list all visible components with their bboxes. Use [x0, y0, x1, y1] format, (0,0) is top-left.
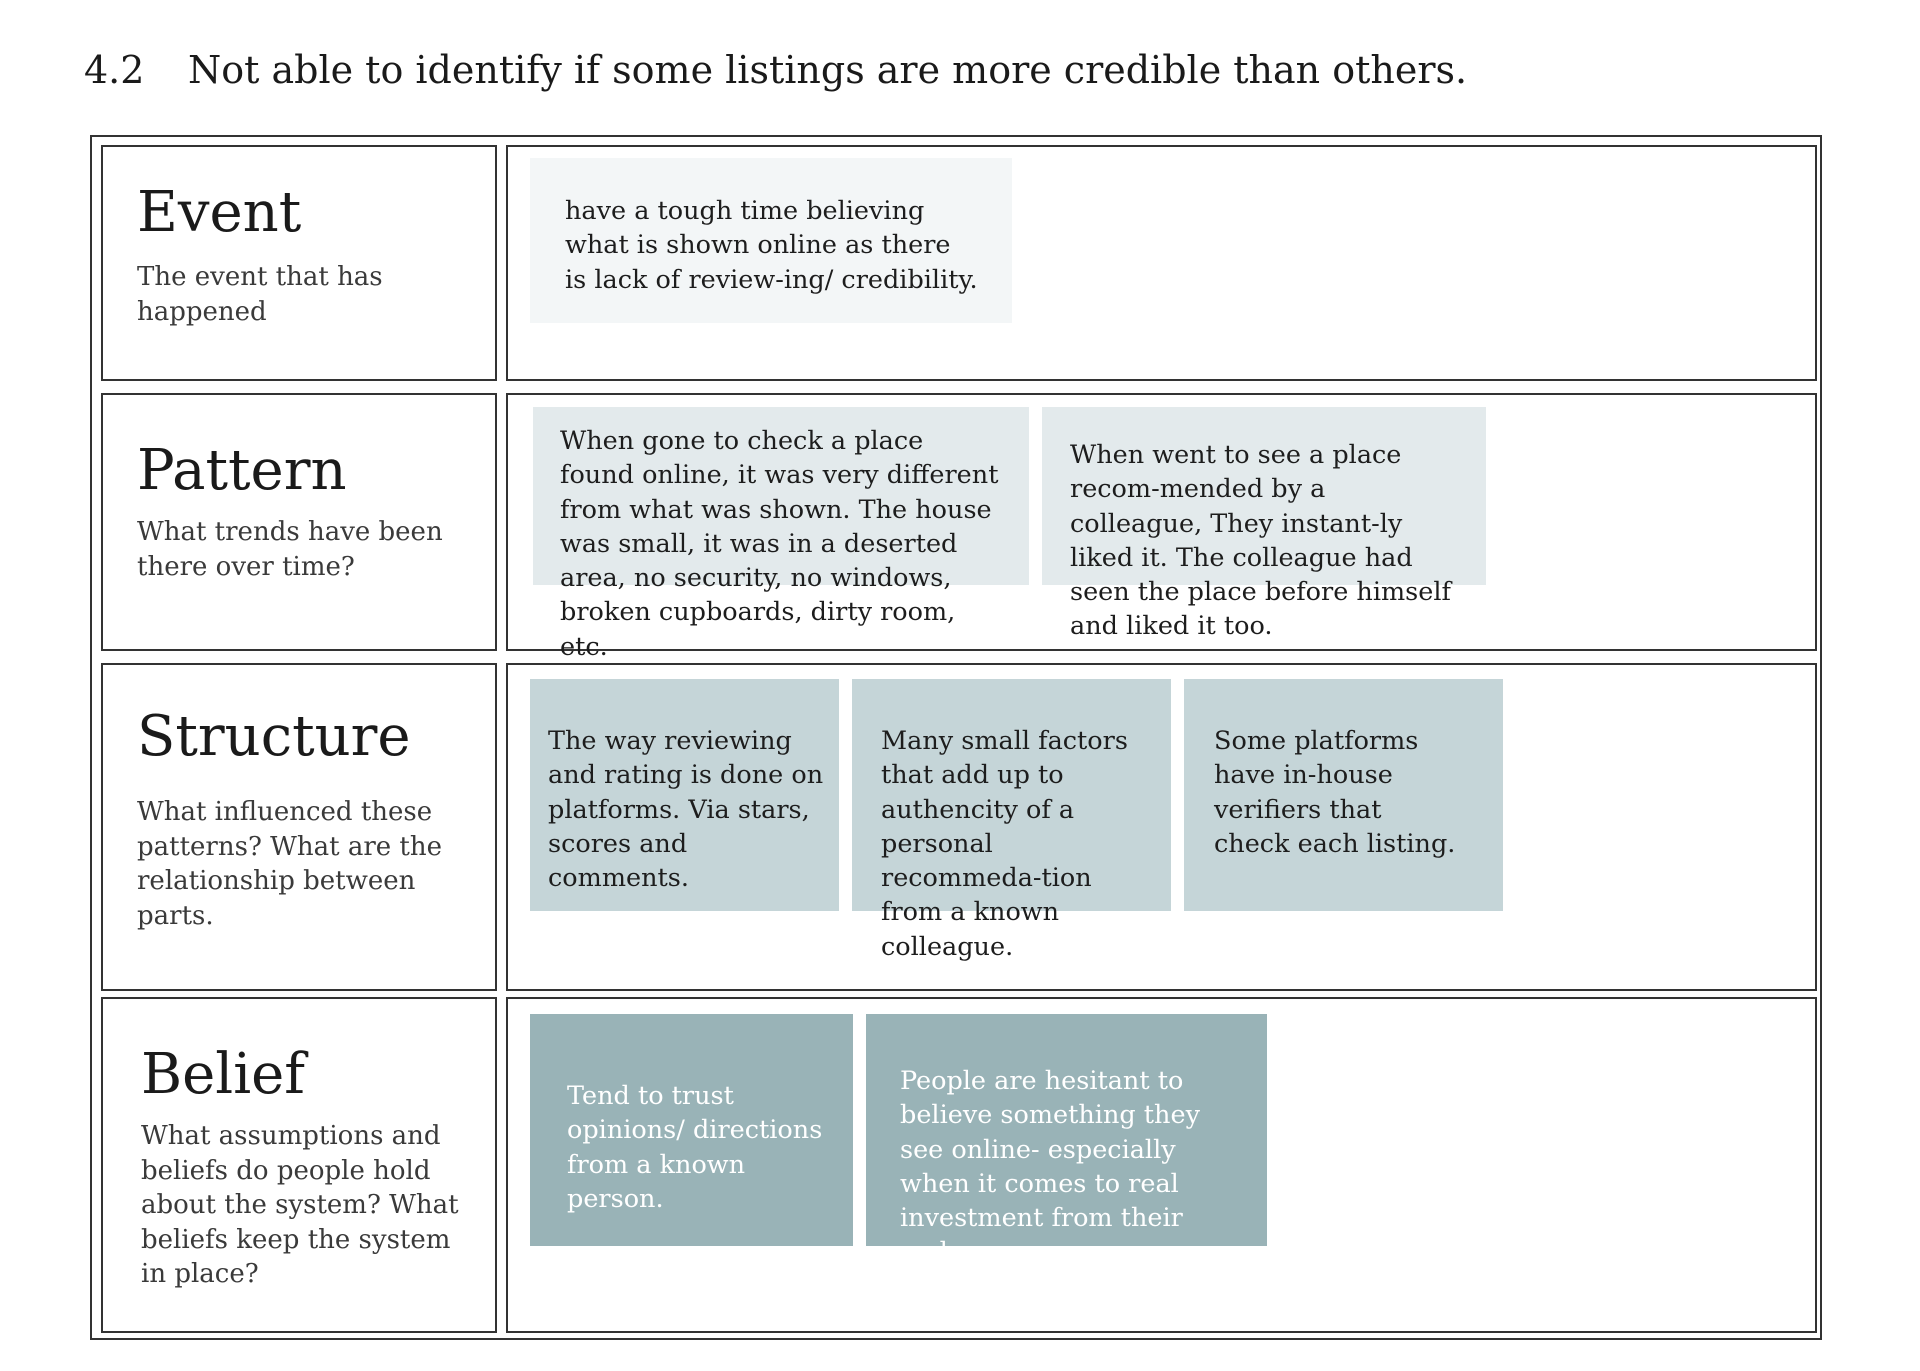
- iceberg-model-frame: [90, 135, 1822, 1340]
- belief-title: Belief: [141, 1042, 305, 1107]
- section-heading: [84, 42, 1467, 98]
- pattern-label-cell: [101, 393, 497, 651]
- event-label-cell: [101, 145, 497, 381]
- structure-note-text: The way reviewing and rating is done on platforms. Via stars, scores and comments.: [548, 726, 824, 894]
- event-note: [530, 158, 1012, 323]
- structure-note-reviewing: [530, 679, 839, 911]
- structure-note-text: Some platforms have in-house verifiers that check each listing.: [1214, 726, 1456, 859]
- event-title: Event: [137, 180, 302, 245]
- event-description: The event that has happened: [137, 262, 383, 327]
- structure-content-cell: [506, 663, 1817, 991]
- structure-note-verifiers: [1184, 679, 1503, 911]
- pattern-title: Pattern: [137, 438, 347, 503]
- pattern-description: What trends have been there over time?: [137, 517, 443, 582]
- structure-title: Structure: [137, 704, 411, 769]
- belief-label-cell: [101, 997, 497, 1333]
- belief-note-text: People are hesitant to believe something they see online- especially when it comes to real investment from their end.: [900, 1066, 1200, 1268]
- pattern-content-cell: [506, 393, 1817, 662]
- pattern-note-colleague: [1042, 407, 1486, 642]
- pattern-note-text: When went to see a place recom-mended by a colleague, They instant-ly liked it. The colleague had seen the place before himself and liked it too.: [1070, 440, 1451, 642]
- belief-note-known-person: [530, 1014, 853, 1246]
- event-content-cell: [506, 145, 1817, 381]
- event-note-text: have a tough time believing what is shown online as there is lack of review-ing/ credibility.: [565, 196, 978, 295]
- structure-note-text: Many small factors that add up to authencity of a personal recommeda-tion from a known colleague.: [881, 726, 1128, 962]
- belief-note-text: Tend to trust opinions/ directions from a known person.: [567, 1081, 823, 1214]
- belief-content-cell: [506, 997, 1817, 1333]
- section-number: 4.2: [84, 48, 145, 92]
- structure-description: What influenced these patterns? What are the relationship between parts.: [137, 797, 442, 931]
- belief-description: What assumptions and beliefs do people hold about the system? What beliefs keep the system in place?: [141, 1121, 459, 1289]
- belief-note-hesitant: [866, 1014, 1267, 1268]
- structure-note-recommendation: [852, 679, 1171, 962]
- pattern-note-online-listing: [533, 407, 1029, 662]
- section-title: Not able to identify if some listings are more credible than others.: [188, 48, 1468, 92]
- pattern-note-text: When gone to check a place found online, it was very different from what was shown. The house was small, it was in a deserted area, no security, no windows, broken cupboards, dirty room, etc.: [560, 426, 999, 662]
- structure-label-cell: [101, 663, 497, 991]
